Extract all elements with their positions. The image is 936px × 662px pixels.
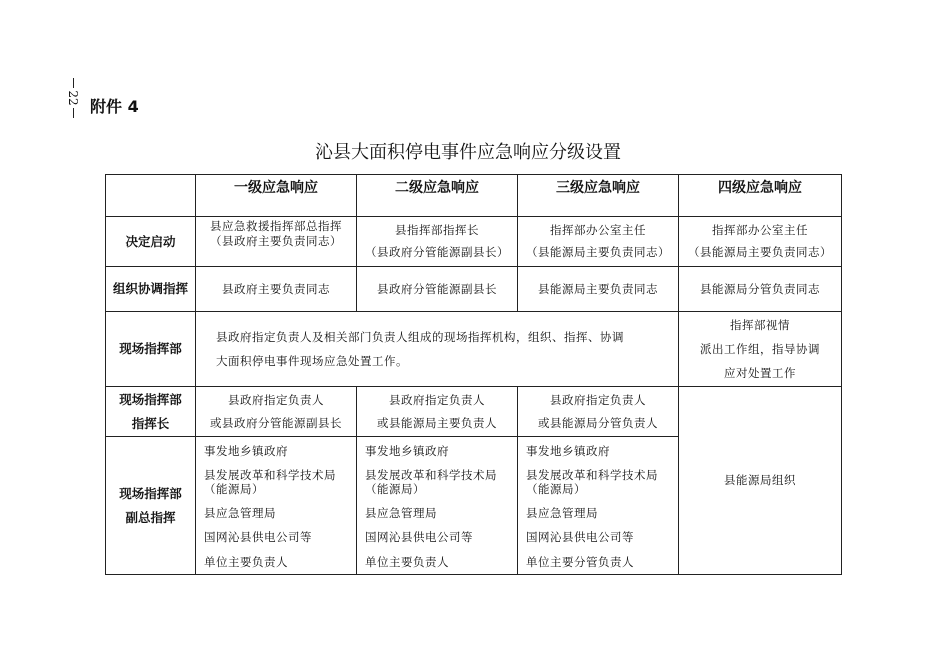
row-coord [106, 267, 842, 312]
attachment-label: 附件 4 [90, 97, 139, 116]
header-level-2: 二级应急响应 [357, 175, 518, 217]
row-label-deputy: 现场指挥部 副总指挥 [106, 437, 196, 575]
decide-level-4: 指挥部办公室主任 （县能源局主要负责同志） [679, 217, 842, 267]
row-hq [106, 312, 842, 387]
page-number: 22 [62, 78, 84, 118]
coord-level-1: 县政府主要负责同志 [196, 267, 357, 312]
header-level-4: 四级应急响应 [679, 175, 842, 217]
row-label-chief: 现场指挥部 指挥长 [106, 387, 196, 437]
row-decide [106, 217, 842, 267]
row-label-hq: 现场指挥部 [106, 312, 196, 387]
row-chief [106, 387, 842, 437]
header-row [106, 175, 842, 217]
response-level-table [105, 174, 842, 575]
chief-level-3: 县政府指定负责人 或县能源局分管负责人 [518, 387, 679, 437]
row-label-coord: 组织协调指挥 [106, 267, 196, 312]
decide-level-2: 县指挥部指挥长 （县政府分管能源副县长） [357, 217, 518, 267]
corner-cell [106, 175, 196, 217]
organizer-level-4: 县能源局组织 [679, 387, 842, 575]
header-level-1: 一级应急响应 [196, 175, 357, 217]
coord-level-4: 县能源局分管负责同志 [679, 267, 842, 312]
decide-level-3: 指挥部办公室主任 （县能源局主要负责同志） [518, 217, 679, 267]
header-level-3: 三级应急响应 [518, 175, 679, 217]
deputy-level-2: 事发地乡镇政府 县发展改革和科学技术局（能源局） 县应急管理局 国网沁县供电公司等 单位主要负责人 [357, 437, 518, 575]
decide-level-1: 县应急救援指挥部总指挥 （县政府主要负责同志） [196, 217, 357, 267]
page-title: 沁县大面积停电事件应急响应分级设置 [315, 142, 621, 163]
row-label-decide: 决定启动 [106, 217, 196, 267]
deputy-level-3: 事发地乡镇政府 县发展改革和科学技术局（能源局） 县应急管理局 国网沁县供电公司等 单位主要分管负责人 [518, 437, 679, 575]
hq-level-4: 指挥部视情 派出工作组，指导协调 应对处置工作 [679, 312, 842, 387]
coord-level-3: 县能源局主要负责同志 [518, 267, 679, 312]
deputy-level-1: 事发地乡镇政府 县发展改革和科学技术局（能源局） 县应急管理局 国网沁县供电公司等 单位主要负责人 [196, 437, 357, 575]
coord-level-2: 县政府分管能源副县长 [357, 267, 518, 312]
hq-merged-levels-1-3: 县政府指定负责人及相关部门负责人组成的现场指挥机构，组织、指挥、协调 大面积停电事件现场应急处置工作。 [196, 312, 679, 387]
chief-level-2: 县政府指定负责人 或县能源局主要负责人 [357, 387, 518, 437]
chief-level-1: 县政府指定负责人 或县政府分管能源副县长 [196, 387, 357, 437]
